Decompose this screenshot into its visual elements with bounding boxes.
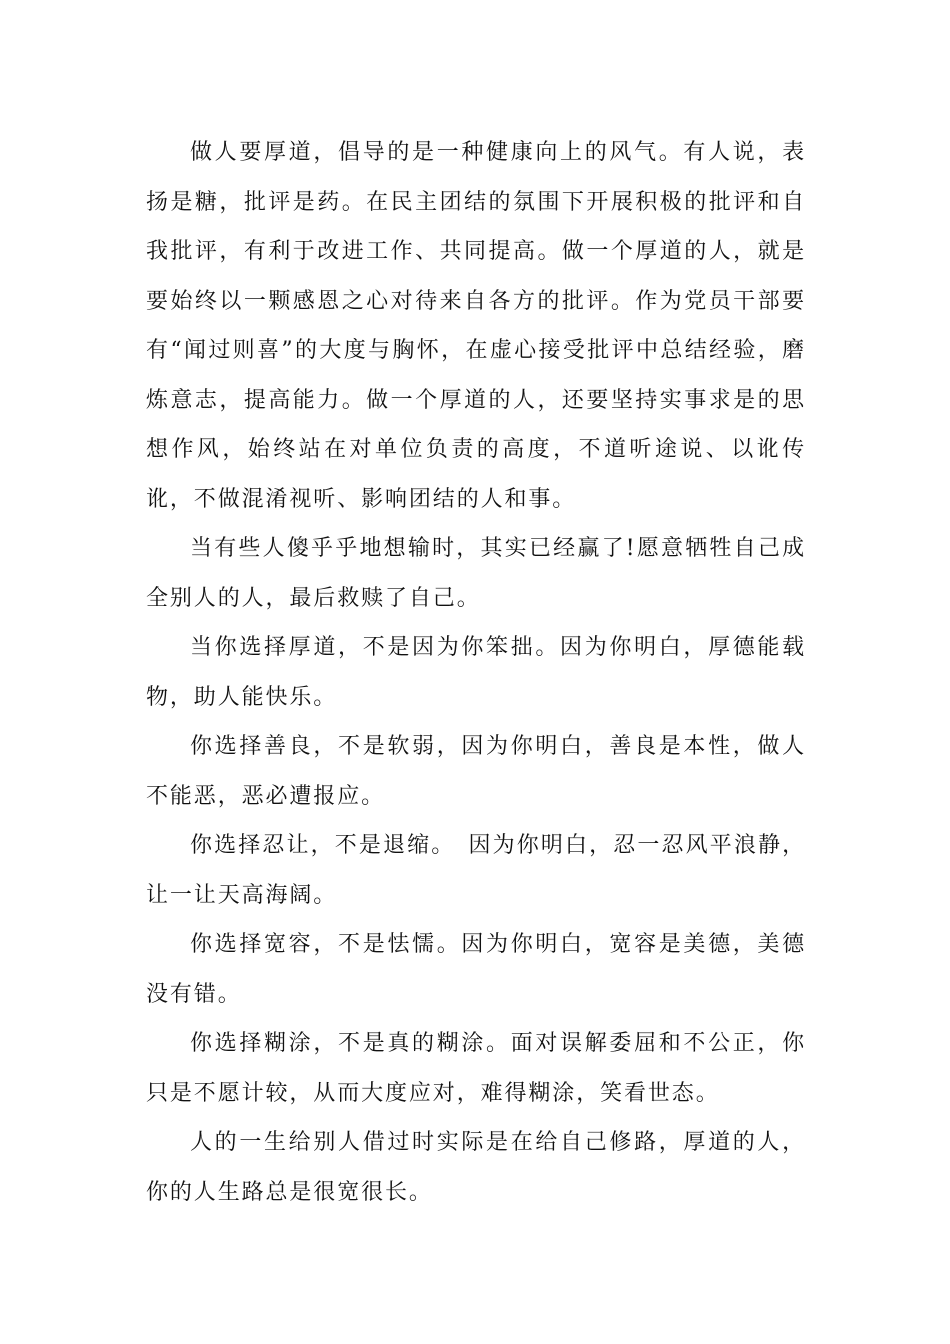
paragraph-8: 人的一生给别人借过时实际是在给自己修路，厚道的人，你的人生路总是很宽很长。: [146, 1130, 806, 1205]
paragraph-4: 你选择善良，不是软弱，因为你明白，善良是本性，做人不能恶，恶必遭报应。: [146, 734, 806, 809]
paragraph-3: 当你选择厚道，不是因为你笨拙。因为你明白，厚德能载物，助人能快乐。: [146, 635, 806, 710]
paragraph-6: 你选择宽容，不是怯懦。因为你明白，宽容是美德，美德没有错。: [146, 932, 806, 1007]
paragraph-2: 当有些人傻乎乎地想输时，其实已经赢了!愿意牺牲自己成全别人的人，最后救赎了自己。: [146, 536, 806, 611]
paragraph-7: 你选择糊涂，不是真的糊涂。面对误解委屈和不公正，你只是不愿计较，从而大度应对，难得糊涂，笑看世态。: [146, 1031, 806, 1106]
paragraph-1: 做人要厚道，倡导的是一种健康向上的风气。有人说，表扬是糖，批评是药。在民主团结的氛围下开展积极的批评和自我批评，有利于改进工作、共同提高。做一个厚道的人，就是要始终以一颗感恩之心对待来自各方的批评。作为党员干部要有“闻过则喜”的大度与胸怀，在虚心接受批评中总结经验，磨炼意志，提高能力。做一个厚道的人，还要坚持实事求是的思想作风，始终站在对单位负责的高度，不道听途说、以讹传讹，不做混淆视听、影响团结的人和事。: [146, 140, 806, 512]
document-body: [146, 128, 806, 1217]
paragraph-5: 你选择忍让，不是退缩。 因为你明白，忍一忍风平浪静，让一让天高海阔。: [146, 833, 806, 908]
